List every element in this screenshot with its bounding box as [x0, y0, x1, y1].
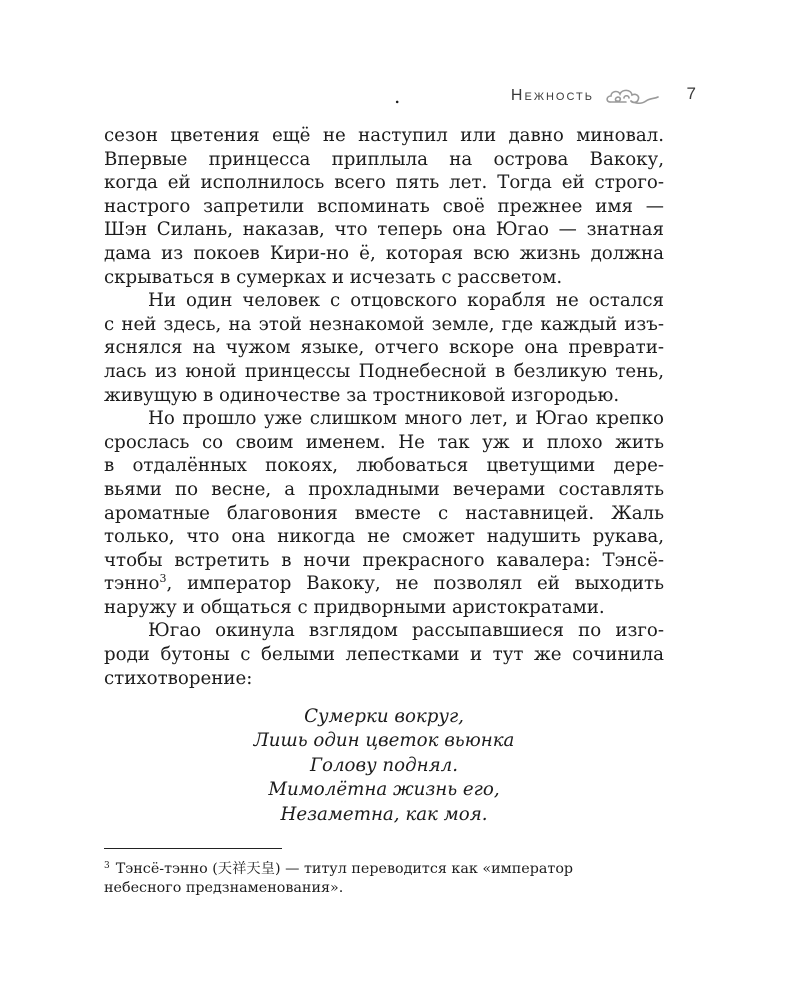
text-line: с ней здесь, на этой незнакомой земле, где каждый изъ- [104, 313, 664, 335]
text-line: только, что она никогда не сможет надушить рукава, [104, 526, 664, 548]
paragraph-1 [104, 124, 664, 289]
poem-line: Мимолётна жизнь его, [268, 779, 500, 801]
text-line-with-footnote-ref [104, 572, 664, 596]
body-text [104, 124, 664, 690]
text-line: когда ей исполнилось всего пять лет. Тогда ей строго- [104, 172, 664, 194]
text-line: наружу и общаться с придворными аристократами. [104, 596, 605, 618]
text-line: живущую в одиночестве за тростниковой изгородью. [104, 384, 620, 406]
text-line: сезон цветения ещё не наступил или давно миновал. [104, 125, 664, 146]
footnote [104, 857, 670, 898]
footnote-ref-word: тэнно [104, 573, 160, 595]
chapter-title: Нежность [510, 87, 594, 104]
text-line: лась из юной принцессы Поднебесной в безликую тень, [104, 360, 664, 382]
page-number: 7 [686, 84, 696, 103]
text-line: дама из покоев Кири-но ё, которая всю жизнь должна [104, 242, 664, 264]
footnote-divider [104, 848, 282, 849]
running-head [511, 84, 660, 108]
poem-line: Незаметна, как моя. [280, 803, 488, 825]
text-line: ароматные благовония вместе с наставницей. Жаль [104, 502, 664, 524]
header-dot: . [394, 84, 401, 108]
footnote-line: небесного предзнаменования». [104, 880, 344, 896]
text-line: чтобы встретить в ночи прекрасного кавалера: Тэнсё- [104, 549, 664, 571]
text-line: Югао окинула взглядом рассыпавшиеся по изго- [148, 620, 664, 642]
poem [104, 705, 664, 827]
poem-line: Сумерки вокруг, [304, 706, 464, 727]
text-line: яснялся на чужом языке, отчего вскоре она преврати- [104, 337, 664, 359]
text-line: скрываться в сумерках и исчезать с рассветом. [104, 266, 563, 288]
text-line: Шэн Силань, наказав, что теперь она Югао — знатная [104, 219, 664, 241]
poem-line: Голову поднял. [309, 754, 458, 776]
text-line: Но прошло уже слишком много лет, и Югао крепко [148, 408, 664, 430]
footnote-reference[interactable]: 3 [159, 572, 167, 586]
poem-line: Лишь один цветок вьюнка [253, 730, 515, 752]
text-fragment: , император Вакоку, не позволял ей выходить [166, 573, 664, 595]
cloud-swirl-icon [604, 84, 660, 108]
text-line: срослась со своим именем. Не так уж и плохо жить [104, 431, 664, 453]
footnote-marker: 3 [104, 861, 110, 871]
paragraph-3 [104, 407, 664, 619]
text-line: в отдалённых покоях, любоваться цветущими дере- [104, 455, 664, 477]
footnote-line [104, 857, 670, 879]
text-line: Ни один человек с отцовского корабля не остался [148, 290, 664, 312]
text-line: роди бутоны с белыми лепестками и тут же сочинила [104, 644, 664, 666]
text-line: Впервые принцесса приплыла на острова Вакоку, [104, 148, 664, 170]
text-line: стихотворение: [104, 667, 253, 689]
paragraph-4 [104, 619, 664, 690]
text-line: настрого запретили вспоминать своё прежнее имя — [104, 195, 664, 217]
paragraph-2 [104, 289, 664, 407]
text-line: вьями по весне, а прохладными вечерами составлять [104, 478, 664, 500]
footnote-text: Тэнсё-тэнно (天祥天皇) — титул переводится как «император [115, 861, 574, 877]
